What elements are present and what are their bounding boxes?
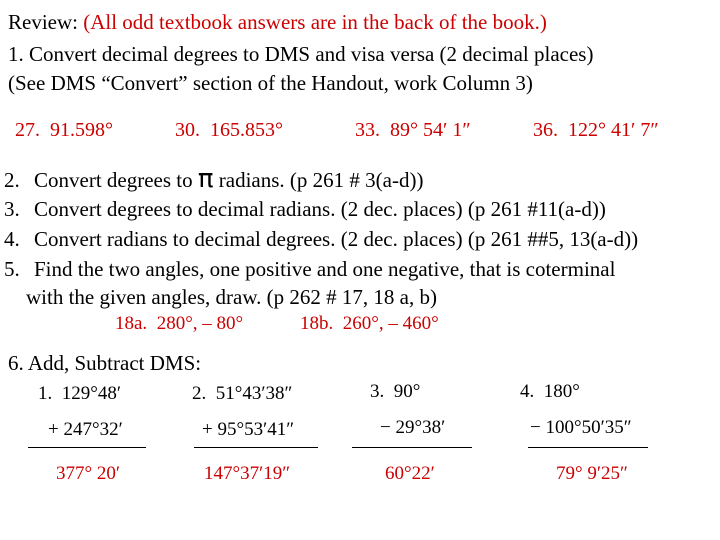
item-3 <box>4 197 606 221</box>
problem-top-value: 51°43′38″ <box>215 383 293 404</box>
item-5-continued: with the given angles, draw. (p 262 # 17, 18 a, b) <box>26 285 437 309</box>
answer-30 <box>175 119 283 142</box>
problem-top-value: 90° <box>393 381 421 402</box>
dms-problem-1-bottom: + 247°32′ <box>48 419 123 440</box>
item-1-note: (See DMS “Convert” section of the Handout, work Column 3) <box>8 71 533 95</box>
review-label: Review: <box>8 10 84 34</box>
answer-number: 36. <box>533 119 558 141</box>
dms-problem-2-answer: 147°37′19″ <box>204 463 291 484</box>
item-number: 2. <box>4 168 20 192</box>
dms-problem-3-top <box>370 381 420 403</box>
item-text-end: radians. (p 261 # 3(a-d)) <box>213 168 424 192</box>
answer-value: 122° 41′ 7″ <box>568 119 659 141</box>
item-4 <box>4 227 638 251</box>
answer-number: 18b. <box>300 313 334 334</box>
review-note: (All odd textbook answers are in the back of the book.) <box>83 10 547 34</box>
item-2 <box>4 164 424 194</box>
dms-problem-3-answer: 60°22′ <box>385 463 435 484</box>
answer-number: 33. <box>355 119 380 141</box>
dms-problem-4-answer: 79° 9′25″ <box>556 463 628 484</box>
dms-problem-1-answer: 377° 20′ <box>56 463 121 484</box>
pi-symbol: π <box>197 164 214 194</box>
answer-18b <box>300 313 439 335</box>
problem-2-rule <box>194 447 318 448</box>
item-number: 3. <box>4 197 20 221</box>
problem-label: 2. <box>192 383 207 404</box>
answer-value: 89° 54′ 1″ <box>390 119 471 141</box>
item-number: 5. <box>4 257 20 281</box>
answer-number: 18a. <box>115 313 148 334</box>
answer-value: 165.853° <box>210 119 283 141</box>
item-number: 4. <box>4 227 20 251</box>
answer-value: 91.598° <box>50 119 113 141</box>
item-text: Find the two angles, one positive and one negative, that is coterminal <box>34 257 616 281</box>
dms-problem-1-top <box>38 383 121 405</box>
item-text: Convert degrees to <box>34 168 198 192</box>
item-1: 1. Convert decimal degrees to DMS and visa versa (2 decimal places) <box>8 42 594 66</box>
problem-label: 1. <box>38 383 53 404</box>
answer-33 <box>355 119 471 142</box>
section-6-title: 6. Add, Subtract DMS: <box>8 351 202 375</box>
problem-top-value: 180° <box>543 381 580 402</box>
problem-1-rule <box>28 447 146 448</box>
problem-top-value: 129°48′ <box>61 383 122 404</box>
dms-problem-4-bottom: − 100°50′35″ <box>530 417 632 438</box>
problem-label: 3. <box>370 381 385 402</box>
answer-36 <box>533 119 659 142</box>
item-text: Convert degrees to decimal radians. (2 dec. places) (p 261 #11(a-d)) <box>34 197 606 221</box>
dms-problem-2-top <box>192 383 292 405</box>
answer-18a <box>115 313 243 335</box>
answer-27 <box>15 119 113 142</box>
dms-problem-4-top <box>520 381 580 403</box>
answer-number: 30. <box>175 119 200 141</box>
item-5 <box>4 257 615 281</box>
answer-value: 280°, – 80° <box>156 313 244 334</box>
dms-problem-2-bottom: + 95°53′41″ <box>202 419 295 440</box>
problem-label: 4. <box>520 381 535 402</box>
answer-value: 260°, – 460° <box>342 313 439 334</box>
problem-4-rule <box>528 447 648 448</box>
problem-3-rule <box>352 447 472 448</box>
dms-problem-3-bottom: − 29°38′ <box>380 417 446 438</box>
review-heading <box>8 10 547 34</box>
answer-number: 27. <box>15 119 40 141</box>
item-text: Convert radians to decimal degrees. (2 dec. places) (p 261 ##5, 13(a-d)) <box>34 227 639 251</box>
